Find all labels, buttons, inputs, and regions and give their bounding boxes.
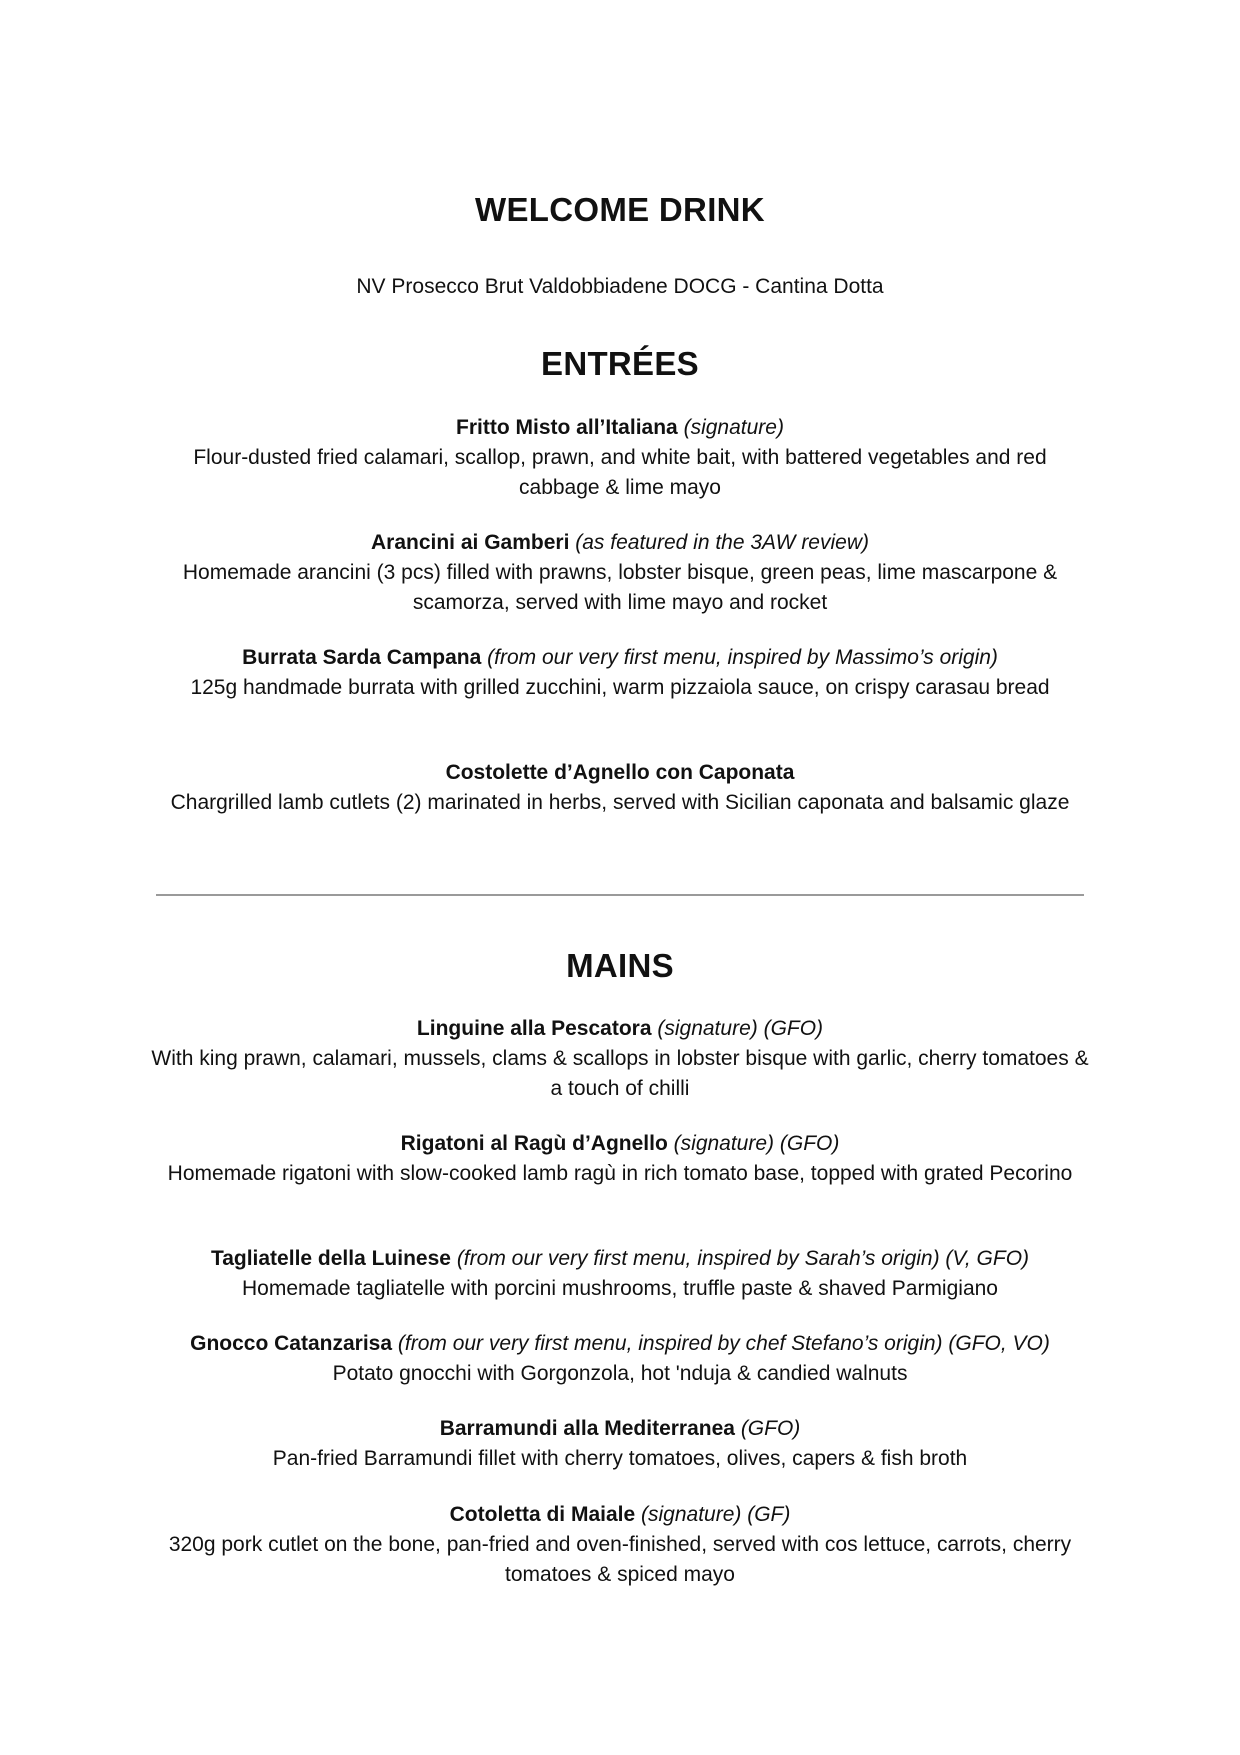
main-item	[140, 1329, 1100, 1389]
main-item	[140, 1129, 1100, 1189]
dish-name: Fritto Misto all’Italiana	[456, 416, 678, 439]
dish-note: (GFO)	[740, 1417, 801, 1440]
mains-heading: MAINS	[566, 947, 674, 984]
entree-item	[140, 528, 1100, 618]
dish-note: (from our very first menu, inspired by chef Stefano’s origin) (GFO, VO)	[397, 1332, 1050, 1355]
main-item	[140, 1414, 1100, 1474]
dish-description: Flour-dusted fried calamari, scallop, prawn, and white bait, with battered vegetables and red cabbage & lime mayo	[193, 446, 1047, 499]
dish-name: Arancini ai Gamberi	[371, 531, 570, 554]
entree-item	[140, 643, 1100, 703]
dish-note: (as featured in the 3AW review)	[575, 531, 869, 554]
dish-name: Tagliatelle della Luinese	[210, 1247, 451, 1270]
main-item	[140, 1014, 1100, 1104]
dish-note: (signature) (GFO)	[673, 1132, 840, 1155]
dish-description: 125g handmade burrata with grilled zucchini, warm pizzaiola sauce, on crispy carasau bread	[190, 676, 1050, 699]
dish-description: Potato gnocchi with Gorgonzola, hot 'nduja & candied walnuts	[332, 1362, 908, 1385]
dish-note: (signature) (GF)	[641, 1503, 791, 1526]
dish-note: (signature)	[683, 416, 784, 439]
dish-name: Rigatoni al Ragù d’Agnello	[400, 1132, 668, 1155]
dish-name: Cotoletta di Maiale	[449, 1503, 636, 1526]
entrees-heading: ENTRÉES	[541, 345, 699, 382]
dish-name: Costolette d’Agnello con Caponata	[445, 761, 795, 784]
dish-description: Pan-fried Barramundi fillet with cherry tomatoes, olives, capers & fish broth	[272, 1447, 968, 1470]
main-item	[140, 1244, 1100, 1304]
welcome-drink-text: NV Prosecco Brut Valdobbiadene DOCG - Cantina Dotta	[356, 275, 884, 298]
dish-note: (from our very first menu, inspired by Massimo’s origin)	[487, 646, 998, 669]
section-divider	[156, 894, 1084, 896]
dish-note: (signature) (GFO)	[657, 1017, 824, 1040]
dish-description: Chargrilled lamb cutlets (2) marinated in herbs, served with Sicilian caponata and balsamic glaze	[170, 791, 1070, 814]
dish-description: Homemade tagliatelle with porcini mushrooms, truffle paste & shaved Parmigiano	[242, 1277, 998, 1300]
dish-name: Linguine alla Pescatora	[416, 1017, 652, 1040]
dish-description: Homemade rigatoni with slow-cooked lamb ragù in rich tomato base, topped with grated Pecorino	[167, 1162, 1073, 1185]
dish-description: With king prawn, calamari, mussels, clams & scallops in lobster bisque with garlic, cherry tomatoes & a touch of chilli	[151, 1047, 1089, 1100]
entree-item	[140, 758, 1100, 818]
dish-name: Gnocco Catanzarisa	[190, 1332, 393, 1355]
entree-item	[140, 413, 1100, 503]
dish-description: 320g pork cutlet on the bone, pan-fried and oven-finished, served with cos lettuce, carrots, cherry tomatoes & spiced mayo	[168, 1533, 1072, 1586]
welcome-drink-heading: WELCOME DRINK	[475, 191, 765, 228]
dish-description: Homemade arancini (3 pcs) filled with prawns, lobster bisque, green peas, lime mascarpone & scamorza, served with lime mayo and rocket	[182, 561, 1058, 614]
dish-name: Barramundi alla Mediterranea	[439, 1417, 735, 1440]
dish-name: Burrata Sarda Campana	[242, 646, 482, 669]
dish-note: (from our very first menu, inspired by Sarah’s origin) (V, GFO)	[456, 1247, 1030, 1270]
main-item	[140, 1500, 1100, 1590]
